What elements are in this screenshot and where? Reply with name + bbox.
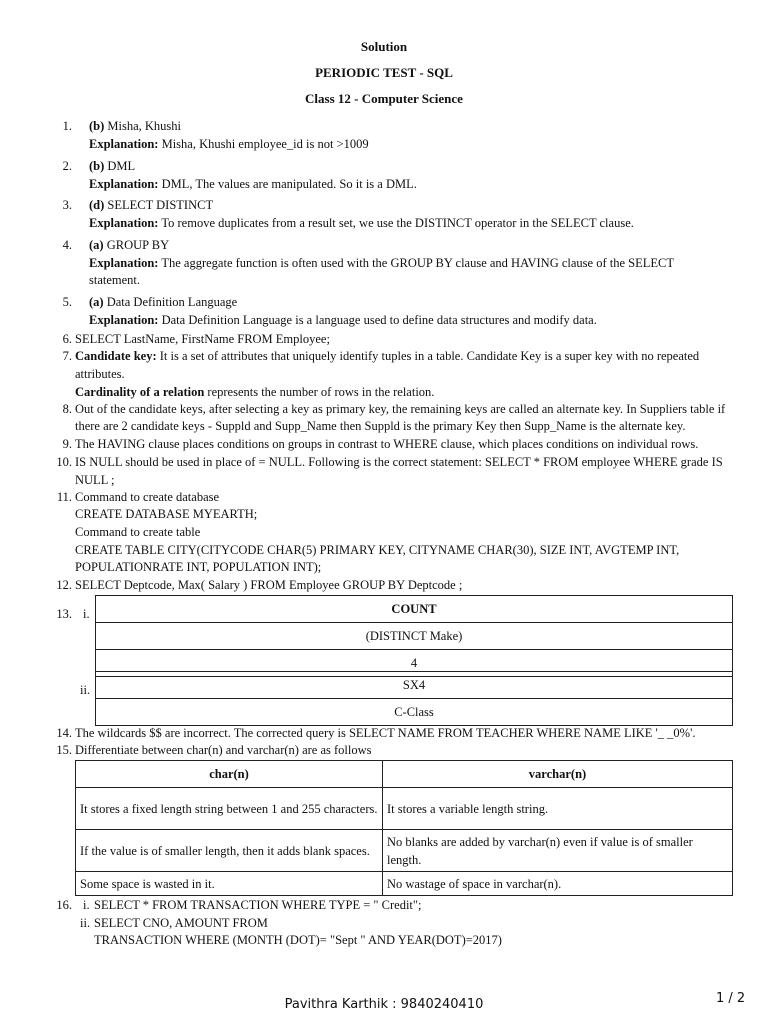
question-number: 10. xyxy=(56,455,72,469)
answer-text-3: TRANSACTION WHERE (MONTH (DOT)= "Sept " AND YEAR(DOT)=2017) xyxy=(94,933,502,947)
answer-text: SELECT DISTINCT xyxy=(104,198,214,212)
answer-option: (b) xyxy=(89,159,105,173)
question-number: 5. xyxy=(62,295,72,309)
table-cell: It stores a fixed length string between 1 and 255 characters. xyxy=(76,788,383,830)
table-cell: No wastage of space in varchar(n). xyxy=(383,872,733,896)
count-table xyxy=(95,595,733,677)
explanation-label: Explanation: xyxy=(89,177,159,191)
table-cell: SX4 xyxy=(96,672,733,699)
answer-text: It is a set of attributes that uniquely identify tuples in a table. Candidate Key is a super key with no repeated xyxy=(156,349,700,363)
term-label: Candidate key: xyxy=(75,349,157,363)
answer-line-5: POPULATIONRATE INT, POPULATION INT); xyxy=(75,560,322,574)
model-table xyxy=(95,671,733,726)
answer-text: GROUP BY xyxy=(103,238,170,252)
table-header: COUNT xyxy=(96,596,733,623)
answer-text-cont: NULL ; xyxy=(75,473,115,487)
table-cell: 4 xyxy=(96,650,733,677)
answer-text-cont: there are 2 candidate keys - Suppld and Supp_Name then Suppld is the primary Key then Supp_Name is the alternate key. xyxy=(75,419,686,433)
answer-option: (b) xyxy=(89,119,105,133)
table-cell: Some space is wasted in it. xyxy=(76,872,383,896)
answer-text: Differentiate between char(n) and varchar(n) are as follows xyxy=(75,743,372,757)
table-cell: (DISTINCT Make) xyxy=(96,623,733,650)
question-number: 8. xyxy=(62,402,72,416)
answer-text: SELECT Deptcode, Max( Salary ) FROM Employee GROUP BY Deptcode ; xyxy=(75,578,463,592)
answer-text: Misha, Khushi xyxy=(104,119,182,133)
explanation-label: Explanation: xyxy=(89,256,159,270)
answer-text: Data Definition Language xyxy=(103,295,238,309)
question-number: 15. xyxy=(56,743,72,757)
answer-text: The HAVING clause places conditions on groups in contrast to WHERE clause, which places conditions on individual rows. xyxy=(75,437,699,451)
question-number: 3. xyxy=(62,198,72,212)
answer-line-1: Command to create database xyxy=(75,490,220,504)
sub-i: i. xyxy=(83,607,90,621)
answer-text: IS NULL should be used in place of = NULL. Following is the correct statement: SELECT * FROM employee WHERE grade IS xyxy=(75,455,723,469)
term-label-2: Cardinality of a relation xyxy=(75,385,205,399)
table-row xyxy=(76,830,733,872)
column-header: varchar(n) xyxy=(383,761,733,788)
answer-text: DML xyxy=(104,159,136,173)
question-number: 1. xyxy=(62,119,72,133)
answer-text: SELECT * FROM TRANSACTION WHERE TYPE = " Credit"; xyxy=(94,898,422,912)
answer-text: Out of the candidate keys, after selecting a key as primary key, the remaining keys are called an alternate key. In Suppliers table if xyxy=(75,402,726,416)
answer-line-3: Command to create table xyxy=(75,525,201,539)
table-row xyxy=(76,872,733,896)
answer-option: (a) xyxy=(89,238,104,252)
explanation-label: Explanation: xyxy=(89,216,159,230)
sub-ii: ii. xyxy=(80,916,91,930)
question-number: 7. xyxy=(62,349,72,363)
column-header: char(n) xyxy=(76,761,383,788)
explanation-text: Data Definition Language is a language used to define data structures and modify data. xyxy=(158,313,597,327)
answer-text-cont: attributes. xyxy=(75,367,125,381)
table-cell: No blanks are added by varchar(n) even if value is of smaller length. xyxy=(383,830,733,872)
answer-text: SELECT LastName, FirstName FROM Employee; xyxy=(75,332,330,346)
answer-text: The wildcards $$ are incorrect. The corrected query is SELECT NAME FROM TEACHER WHERE NAME LIKE '_ _0%'. xyxy=(75,726,696,740)
question-number: 11. xyxy=(56,490,72,504)
explanation-text-cont: statement. xyxy=(89,273,141,287)
answer-line-2: CREATE DATABASE MYEARTH; xyxy=(75,507,258,521)
answer-option: (d) xyxy=(89,198,105,212)
table-cell: It stores a variable length string. xyxy=(383,788,733,830)
answer-line-4: CREATE TABLE CITY(CITYCODE CHAR(5) PRIMARY KEY, CITYNAME CHAR(30), SIZE INT, AVGTEMP INT, xyxy=(75,543,680,557)
explanation-label: Explanation: xyxy=(89,137,159,151)
table-cell: C-Class xyxy=(96,699,733,726)
question-number: 6. xyxy=(62,332,72,346)
sub-i: i. xyxy=(83,898,90,912)
explanation-label: Explanation: xyxy=(89,313,159,327)
explanation-text: The aggregate function is often used with the GROUP BY clause and HAVING clause of the SELECT xyxy=(158,256,674,270)
char-varchar-table xyxy=(75,760,733,896)
page-indicator: 1 / 2 xyxy=(716,991,746,1006)
test-title: PERIODIC TEST - SQL xyxy=(315,65,453,80)
explanation-text: Misha, Khushi employee_id is not >1009 xyxy=(158,137,369,151)
answer-text-2: SELECT CNO, AMOUNT FROM xyxy=(94,916,268,930)
question-number: 12. xyxy=(56,578,72,592)
explanation-text: DML, The values are manipulated. So it is a DML. xyxy=(158,177,417,191)
table-row xyxy=(76,788,733,830)
answer-option: (a) xyxy=(89,295,104,309)
question-number: 2. xyxy=(62,159,72,173)
sub-ii: ii. xyxy=(80,683,91,697)
answer-text-2: represents the number of rows in the relation. xyxy=(204,385,435,399)
question-number: 9. xyxy=(62,437,72,451)
table-cell: If the value is of smaller length, then it adds blank spaces. xyxy=(76,830,383,872)
question-number: 16. xyxy=(56,898,72,912)
question-number: 14. xyxy=(56,726,72,740)
page-title: Solution xyxy=(360,39,408,54)
footer-author: Pavithra Karthik : 9840240410 xyxy=(284,997,484,1012)
class-title: Class 12 - Computer Science xyxy=(305,91,463,106)
question-number: 4. xyxy=(62,238,72,252)
explanation-text: To remove duplicates from a result set, we use the DISTINCT operator in the SELECT clause. xyxy=(158,216,634,230)
